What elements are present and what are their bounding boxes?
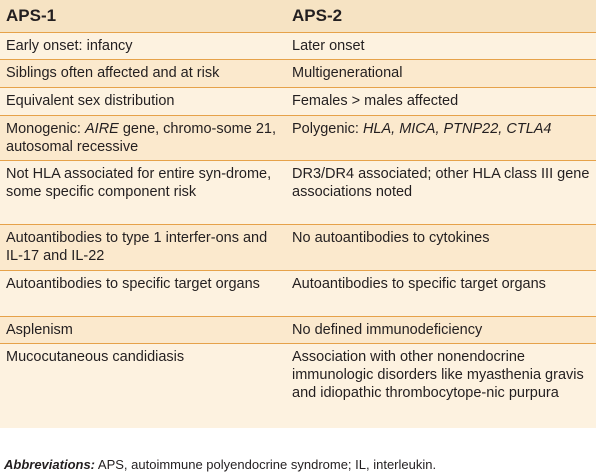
- cell-aps2: [286, 116, 596, 161]
- header-aps1: APS-1: [6, 6, 57, 25]
- gene-list: HLA, MICA, PTNP22, CTLA4: [362, 121, 552, 137]
- table-row: [0, 88, 596, 116]
- cell-aps1: Autoantibodies to type 1 interfer-ons and IL-17 and IL-22: [0, 225, 286, 271]
- table-header-row: [0, 0, 596, 33]
- header-aps2: APS-2: [292, 6, 343, 25]
- footnote-label: Abbreviations:: [4, 457, 96, 472]
- cell-aps2: Later onset: [286, 33, 596, 60]
- table-footnote: [0, 457, 596, 473]
- footnote-text: APS, autoimmune polyendocrine syndrome; IL, interleukin.: [95, 457, 437, 472]
- cell-aps1: Not HLA associated for entire syn-drome, some specific component risk: [0, 161, 286, 225]
- cell-aps1: Siblings often affected and at risk: [0, 60, 286, 88]
- cell-aps2: DR3/DR4 associated; other HLA class III gene associations noted: [286, 161, 596, 225]
- table-row: [0, 225, 596, 271]
- cell-text: Polygenic:: [292, 121, 363, 137]
- table-row: [0, 116, 596, 161]
- cell-aps2: Females > males affected: [286, 88, 596, 116]
- gene-name: AIRE: [85, 121, 119, 137]
- table-row: [0, 161, 596, 225]
- cell-aps1: Equivalent sex distribution: [0, 88, 286, 116]
- cell-aps1: Mucocutaneous candidiasis: [0, 344, 286, 428]
- table-row: [0, 317, 596, 344]
- table-row: [0, 271, 596, 317]
- table-row: [0, 60, 596, 88]
- cell-aps2: Autoantibodies to specific target organs: [286, 271, 596, 317]
- cell-aps2: No defined immunodeficiency: [286, 317, 596, 344]
- cell-aps2: No autoantibodies to cytokines: [286, 225, 596, 271]
- table-row: [0, 344, 596, 428]
- table-row: [0, 33, 596, 60]
- cell-aps1: Autoantibodies to specific target organs: [0, 271, 286, 317]
- cell-aps2: Multigenerational: [286, 60, 596, 88]
- cell-aps1: Early onset: infancy: [0, 33, 286, 60]
- cell-aps2: Association with other nonendocrine immunologic disorders like myasthenia gravis and idiopathic thrombocytope-nic purpura: [286, 344, 596, 428]
- cell-aps1: [0, 116, 286, 161]
- cell-aps1: Asplenism: [0, 317, 286, 344]
- cell-text: Monogenic:: [6, 121, 85, 137]
- cell-text: gene, chromo-some 21, autosomal recessive: [6, 121, 277, 155]
